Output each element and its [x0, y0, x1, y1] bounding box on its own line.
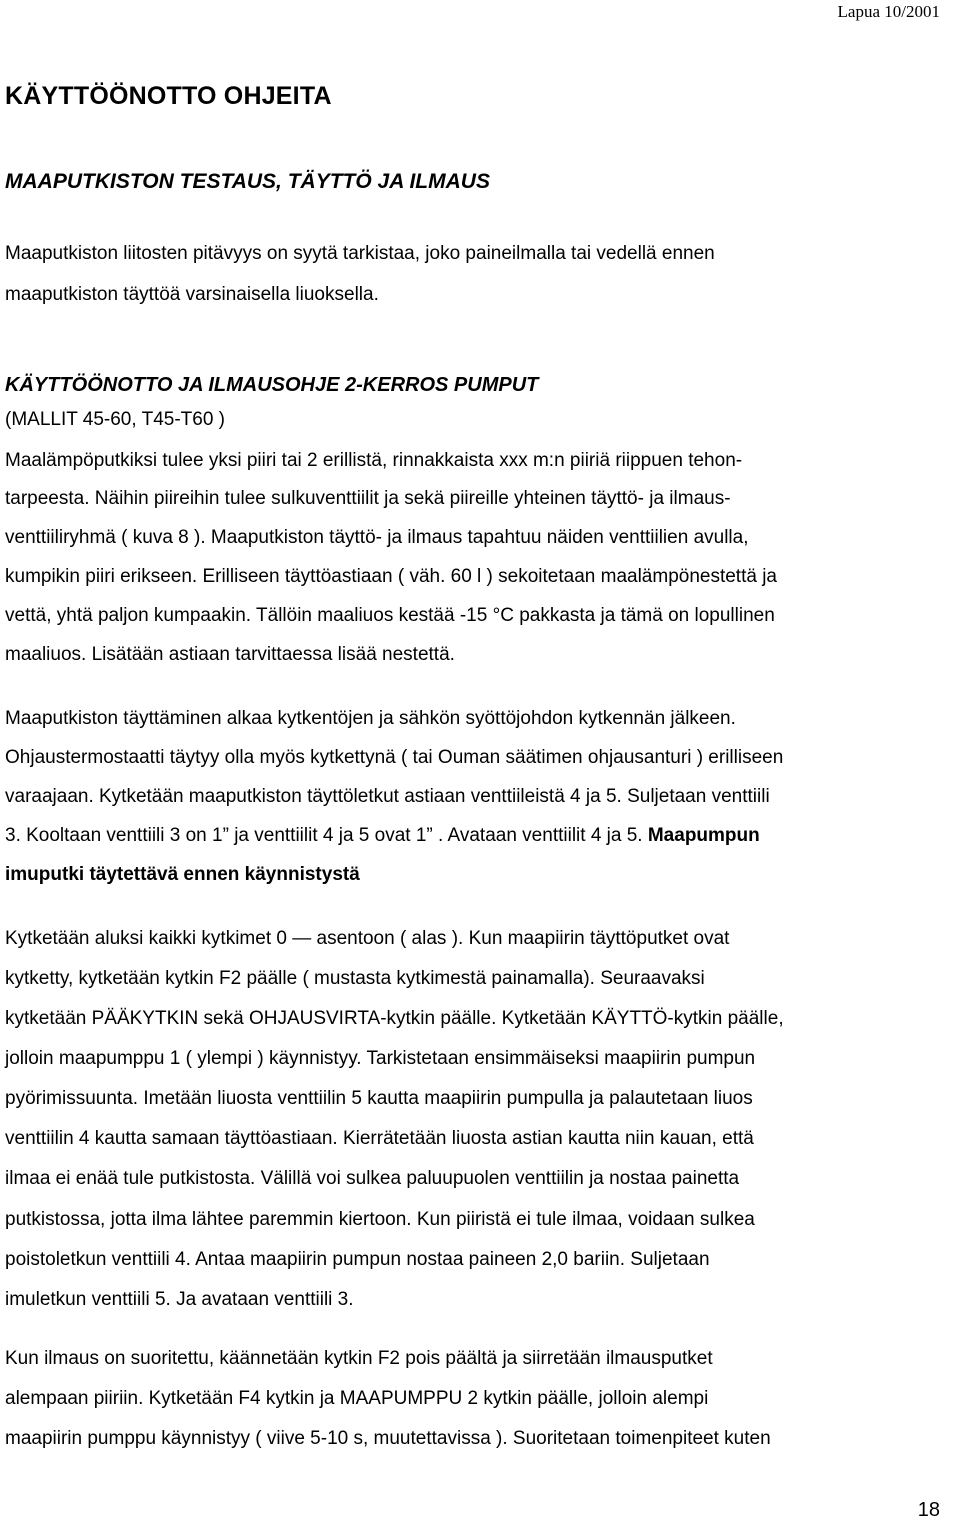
text-line: Maalämpöputkiksi tulee yksi piiri tai 2 erillistä, rinnakkaista xxx m:n piiriä riippuen tehon- — [5, 450, 743, 471]
text-line: ilmaa ei enää tule putkistosta. Välillä voi sulkea paluupuolen venttiilin ja nostaa painetta — [5, 1168, 740, 1189]
text-line: Kun ilmaus on suoritettu, käännetään kytkin F2 pois päältä ja siirretään ilmausputket — [5, 1348, 713, 1369]
text-line: Kytketään aluksi kaikki kytkimet 0 — asentoon ( alas ). Kun maapiirin täyttöputket ovat — [5, 928, 730, 949]
text-line: imuletkun venttiili 5. Ja avataan venttiili 3. — [5, 1289, 354, 1310]
text-line: (MALLIT 45-60, T45-T60 ) — [5, 409, 226, 430]
text-line: venttiilin 4 kautta samaan täyttöastiaan. Kierrätetään liuosta astian kautta niin kauan, että — [5, 1128, 754, 1149]
text-line: jolloin maapumppu 1 ( ylempi ) käynnistyy. Tarkistetaan ensimmäiseksi maapiirin pumpun — [5, 1048, 756, 1069]
text-line: maaputkiston täyttöä varsinaisella liuoksella. — [5, 284, 379, 305]
text-line: alempaan piiriin. Kytketään F4 kytkin ja MAAPUMPPU 2 kytkin päälle, jolloin alempi — [5, 1388, 709, 1409]
text-line: venttiiliryhmä ( kuva 8 ). Maaputkiston täyttö- ja ilmaus tapahtuu näiden venttiilien avulla, — [5, 527, 749, 548]
section-heading-startup: KÄYTTÖÖNOTTO JA ILMAUSOHJE 2-KERROS PUMPUT — [5, 374, 539, 396]
text-line: kytketään PÄÄKYTKIN sekä OHJAUSVIRTA-kytkin päälle. Kytketään KÄYTTÖ-kytkin päälle, — [5, 1008, 784, 1029]
text-line: tarpeesta. Näihin piireihin tulee sulkuventtiilit ja sekä piireille yhteinen täyttö- ja ilmaus- — [5, 488, 731, 509]
warning-text: Maapumpun — [647, 825, 760, 846]
text-line: poistoletkun venttiili 4. Antaa maapiirin pumpun nostaa paineen 2,0 bariin. Suljetaan — [5, 1249, 710, 1270]
text-line — [5, 824, 760, 848]
header-date: Lapua 10/2001 — [837, 2, 940, 21]
section-heading-testing: MAAPUTKISTON TESTAUS, TÄYTTÖ JA ILMAUS — [5, 170, 490, 193]
text-line: vettä, yhtä paljon kumpaakin. Tällöin maaliuos kestää -15 °C pakkasta ja tämä on lopullinen — [5, 605, 775, 626]
text-line: putkistossa, jotta ilma lähtee paremmin kiertoon. Kun piiristä ei tule ilmaa, voidaan sulkea — [5, 1209, 755, 1230]
text-line: kytketty, kytketään kytkin F2 päälle ( mustasta kytkimestä painamalla). Seuraavaksi — [5, 968, 705, 989]
page-number: 18 — [917, 1499, 940, 1521]
text-line: Maaputkiston liitosten pitävyys on syytä tarkistaa, joko paineilmalla tai vedellä ennen — [5, 243, 715, 264]
text-segment: 3. Kooltaan venttiili 3 on 1” ja venttiilit 4 ja 5 ovat 1” . Avataan venttiilit 4 ja 5. — [5, 825, 643, 846]
text-line: kumpikin piiri erikseen. Erilliseen täyttöastiaan ( väh. 60 l ) sekoitetaan maalämpönestettä ja — [5, 566, 777, 587]
text-line: Maaputkiston täyttäminen alkaa kytkentöjen ja sähkön syöttöjohdon kytkennän jälkeen. — [5, 708, 736, 729]
page-title: KÄYTTÖÖNOTTO OHJEITA — [5, 82, 332, 110]
text-line: varaajaan. Kytketään maaputkiston täyttöletkut astiaan venttiileistä 4 ja 5. Suljetaan venttiili — [5, 786, 770, 807]
text-line: maaliuos. Lisätään astiaan tarvittaessa lisää nestettä. — [5, 644, 455, 665]
text-line: Ohjaustermostaatti täytyy olla myös kytkettynä ( tai Ouman säätimen ohjausanturi ) erilliseen — [5, 747, 784, 768]
text-line: maapiirin pumppu käynnistyy ( viive 5-10 s, muutettavissa ). Suoritetaan toimenpiteet kuten — [5, 1428, 771, 1449]
text-line: pyörimissuunta. Imetään liuosta venttiilin 5 kautta maapiirin pumpulla ja palautetaan liuos — [5, 1088, 753, 1109]
warning-line: imuputki täytettävä ennen käynnistystä — [5, 864, 360, 885]
